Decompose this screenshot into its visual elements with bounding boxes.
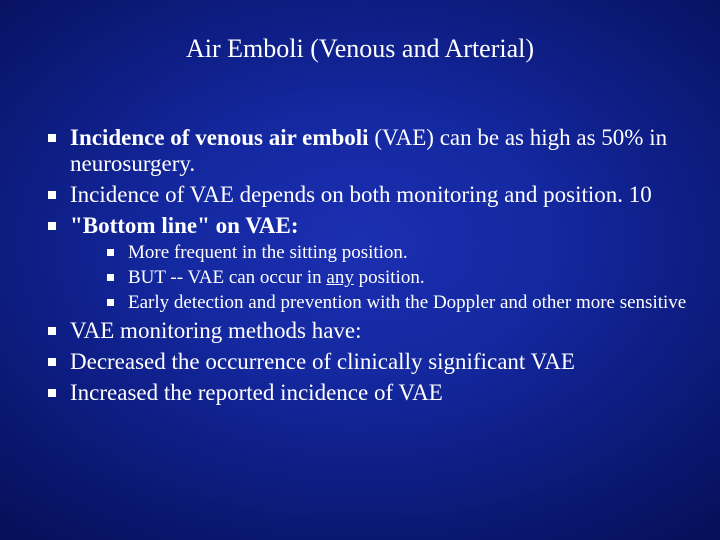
bullet-list <box>48 125 688 411</box>
square-bullet-icon <box>48 327 56 335</box>
bullet-text: Decreased the occurrence of clinically significant VAE <box>70 349 575 374</box>
sub-bullet-list <box>70 243 688 313</box>
bullet-bold-text: "Bottom line" on VAE: <box>70 213 299 238</box>
sub-bullet-text: Early detection and prevention with the Doppler and other more sensitive <box>128 292 687 313</box>
sub-bullet-text-before: BUT -- VAE can occur in <box>128 267 327 288</box>
bullet-item-monitoring-methods <box>48 318 688 344</box>
sub-bullet-item <box>70 243 688 263</box>
square-bullet-icon <box>48 222 56 230</box>
bullet-text: Increased the reported incidence of VAE <box>70 380 443 405</box>
bullet-text: Incidence of VAE depends on both monitoring and position. 10 <box>70 182 652 207</box>
bullet-item-bottom-line <box>48 213 688 313</box>
slide-title: Air Emboli (Venous and Arterial) <box>185 34 535 63</box>
square-bullet-icon <box>48 389 56 397</box>
square-bullet-icon <box>48 191 56 199</box>
sub-bullet-item <box>70 293 688 313</box>
bullet-text: (VAE) can be as high as 50% in neurosurgery. <box>70 125 668 176</box>
bullet-bold-text: Incidence of venous air emboli <box>70 125 369 150</box>
bullet-item-decreased <box>48 349 688 375</box>
bullet-item-increased <box>48 380 688 406</box>
sub-bullet-item <box>70 268 688 288</box>
square-bullet-icon <box>48 358 56 366</box>
square-bullet-icon <box>48 134 56 142</box>
bullet-item-monitoring <box>48 182 688 208</box>
sub-bullet-text-after: position. <box>353 267 425 288</box>
sub-bullet-text: More frequent in the sitting position. <box>128 242 408 263</box>
square-bullet-icon <box>107 249 114 256</box>
bullet-item-incidence <box>48 125 688 177</box>
square-bullet-icon <box>107 274 114 281</box>
bullet-text: VAE monitoring methods have: <box>70 318 362 343</box>
sub-bullet-underlined-text: any <box>326 267 354 288</box>
square-bullet-icon <box>107 299 114 306</box>
